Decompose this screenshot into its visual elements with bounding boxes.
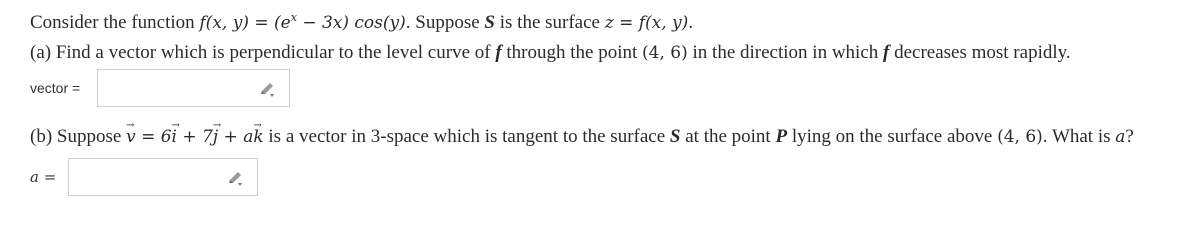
intro-text-2: . Suppose bbox=[405, 12, 485, 33]
part-b-answer-row bbox=[30, 158, 258, 196]
function-symbol: f bbox=[495, 42, 502, 63]
part-b-middle: is a vector in 3-space which is tangent to the surface bbox=[263, 126, 670, 147]
part-b-prefix: (b) Suppose bbox=[30, 126, 127, 147]
pencil-icon[interactable] bbox=[259, 81, 275, 97]
surface-symbol-b: S bbox=[669, 126, 681, 147]
part-b-middle-3: lying on the surface above bbox=[787, 126, 998, 147]
function-symbol-2: f bbox=[883, 42, 890, 63]
vector-answer-input[interactable] bbox=[97, 69, 290, 107]
part-a-middle-2: in the direction in which bbox=[687, 42, 883, 63]
intro-text-4: . bbox=[688, 12, 694, 33]
a-symbol: a bbox=[1115, 127, 1126, 147]
part-b-middle-4: . What is bbox=[1042, 126, 1116, 147]
part-a-suffix: decreases most rapidly. bbox=[889, 42, 1071, 63]
vector-answer-label: vector = bbox=[30, 80, 81, 96]
vector-equation: → v = 6→ i + 7→ j + a→ k bbox=[126, 127, 264, 147]
part-b-question bbox=[30, 125, 1134, 149]
a-answer-input[interactable] bbox=[68, 158, 258, 196]
surface-equation: z = f(x, y) bbox=[604, 13, 689, 33]
point-value: (4, 6) bbox=[642, 43, 688, 63]
point-value-b: (4, 6) bbox=[997, 127, 1043, 147]
pencil-icon[interactable] bbox=[227, 170, 243, 186]
part-a-answer-row bbox=[30, 69, 290, 107]
function-definition: f(x, $y) = (e^x - 3x)$ cos(y) bbox=[199, 11, 406, 33]
part-a-question bbox=[30, 41, 1071, 65]
intro-text-1: Consider the function bbox=[30, 12, 200, 33]
part-b-suffix: ? bbox=[1125, 126, 1134, 147]
part-b-middle-2: at the point bbox=[680, 126, 776, 147]
part-a-middle: through the point bbox=[501, 42, 643, 63]
intro-text-3: is the surface bbox=[495, 12, 605, 33]
point-symbol: P bbox=[775, 126, 788, 147]
problem-statement bbox=[30, 11, 693, 37]
part-a-prefix: (a) Find a vector which is perpendicular to the level curve of bbox=[30, 42, 496, 63]
a-answer-label: a = bbox=[30, 168, 57, 186]
surface-symbol: S bbox=[484, 12, 495, 33]
